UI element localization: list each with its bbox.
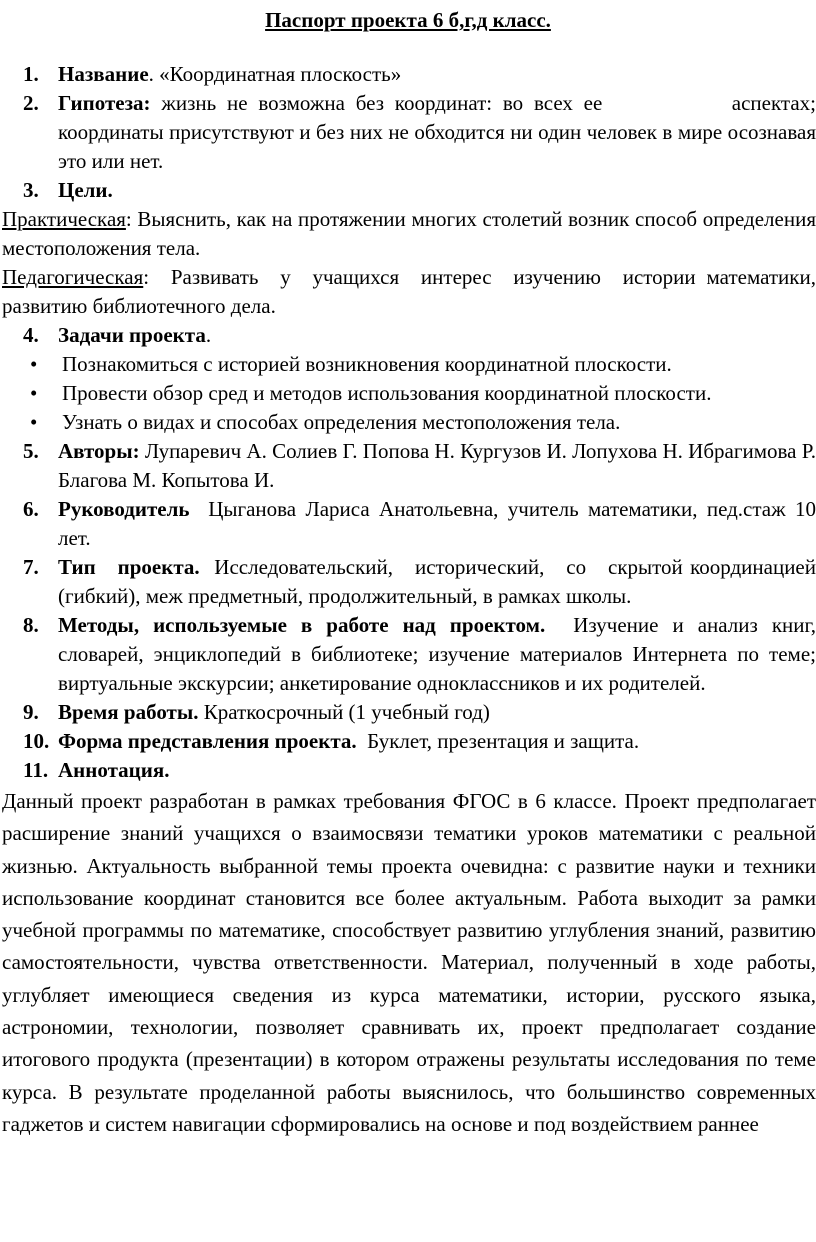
goal-practical	[0, 205, 816, 263]
item-label: Методы, используемые в работе над проектом.	[58, 613, 546, 637]
task-bullet	[0, 379, 816, 408]
item-number: 5.	[23, 439, 39, 463]
item-number: 7.	[23, 555, 39, 579]
task-bullet	[0, 350, 816, 379]
bullet-icon: •	[30, 410, 38, 434]
task-text: Провести обзор сред и методов использования координатной плоскости.	[62, 381, 712, 405]
goal-label: Практическая	[2, 207, 126, 231]
item-label: Аннотация.	[58, 758, 170, 782]
item-number: 6.	[23, 497, 39, 521]
item-label: Название	[58, 62, 149, 86]
bullet-icon: •	[30, 352, 38, 376]
goal-label: Педагогическая	[2, 265, 144, 289]
goal-pedagogical	[0, 263, 816, 321]
item-name	[0, 60, 816, 89]
goal-text: : Выяснить, как на протяжении многих столетий возник способ определения местоположения тела.	[2, 207, 816, 260]
task-text: Узнать о видах и способах определения местоположения тела.	[62, 410, 621, 434]
item-number: 1.	[23, 62, 39, 86]
item-text: Изучение и анализ книг, словарей, энциклопедий в библиотеке; изучение материалов Интернета по теме; виртуальные экскурсии; анкетирование одноклассников и их родителей.	[58, 613, 816, 695]
document-title: Паспорт проекта 6 б,г,д класс.	[265, 8, 551, 32]
item-number: 4.	[23, 323, 39, 347]
item-text: . «Координатная плоскость»	[148, 62, 402, 86]
item-label: Цели.	[58, 178, 113, 202]
item-text: Лупаревич А. Солиев Г. Попова Н. Кургузов И. Лопухова Н. Ибрагимова Р. Благова М. Копытова И.	[58, 439, 816, 492]
task-bullet	[0, 408, 816, 437]
item-text: жизнь не возможна без координат: во всех ее аспектах; координаты присутствуют и без них не обходится ни один человек в мире осознавая это или нет.	[58, 91, 816, 173]
item-number: 2.	[23, 91, 39, 115]
item-text: .	[205, 323, 212, 347]
item-goals	[0, 176, 816, 205]
item-label: Форма представления проекта.	[58, 729, 357, 753]
item-label: Гипотеза:	[58, 91, 151, 115]
item-number: 8.	[23, 613, 39, 637]
task-text: Познакомиться с историей возникновения координатной плоскости.	[62, 352, 672, 376]
item-text: Буклет, презентация и защита.	[356, 729, 640, 753]
item-methods	[0, 611, 816, 698]
item-label: Время работы.	[58, 700, 199, 724]
annotation-text: Данный проект разработан в рамках требования ФГОС в 6 классе. Проект предполагает расширение знаний учащихся о взаимосвязи тематики уроков математики с реальной жизнью. Актуальность выбранной темы проекта очевидна: с развитие науки и техники использование координат становится все более актуальным. Работа выходит за рамки учебной программы по математике, способствует развитию углубления знаний, развитию самостоятельности, чувства ответственности. Материал, полученный в ходе работы, углубляет имеющиеся сведения из курса математики, истории, русского языка, астрономии, технологии, позволяет сравнивать их, проект предполагает создание итогового продукта (презентации) в котором отражены результаты исследования по теме курса. В результате проделанной работы выяснилось, что большинство современных гаджетов и систем навигации сформировались на основе и под воздействием раннее	[2, 789, 816, 1136]
goal-text: : Развивать у учащихся интерес изучению истории математики, развитию библиотечного дела.	[2, 265, 816, 318]
item-label: Тип проекта.	[58, 555, 200, 579]
item-label: Авторы:	[58, 439, 140, 463]
item-authors	[0, 437, 816, 495]
item-number: 10.	[23, 729, 50, 753]
item-text: Исследовательский, исторический, со скрытой координацией (гибкий), меж предметный, продолжительный, в рамках школы.	[58, 555, 816, 608]
item-number: 11.	[23, 758, 49, 782]
spacer	[0, 36, 816, 60]
item-text: Цыганова Лариса Анатольевна, учитель математики, пед.стаж 10 лет.	[58, 497, 816, 550]
bullet-icon: •	[30, 381, 38, 405]
item-presentation-form	[0, 727, 816, 756]
item-label: Руководитель	[58, 497, 190, 521]
item-label: Задачи проекта	[58, 323, 206, 347]
item-supervisor	[0, 495, 816, 553]
item-hypothesis	[0, 89, 816, 176]
item-annotation	[0, 756, 816, 785]
item-project-type	[0, 553, 816, 611]
item-tasks	[0, 321, 816, 350]
item-number: 3.	[23, 178, 39, 202]
item-number: 9.	[23, 700, 39, 724]
item-text: Краткосрочный (1 учебный год)	[198, 700, 490, 724]
item-work-time	[0, 698, 816, 727]
